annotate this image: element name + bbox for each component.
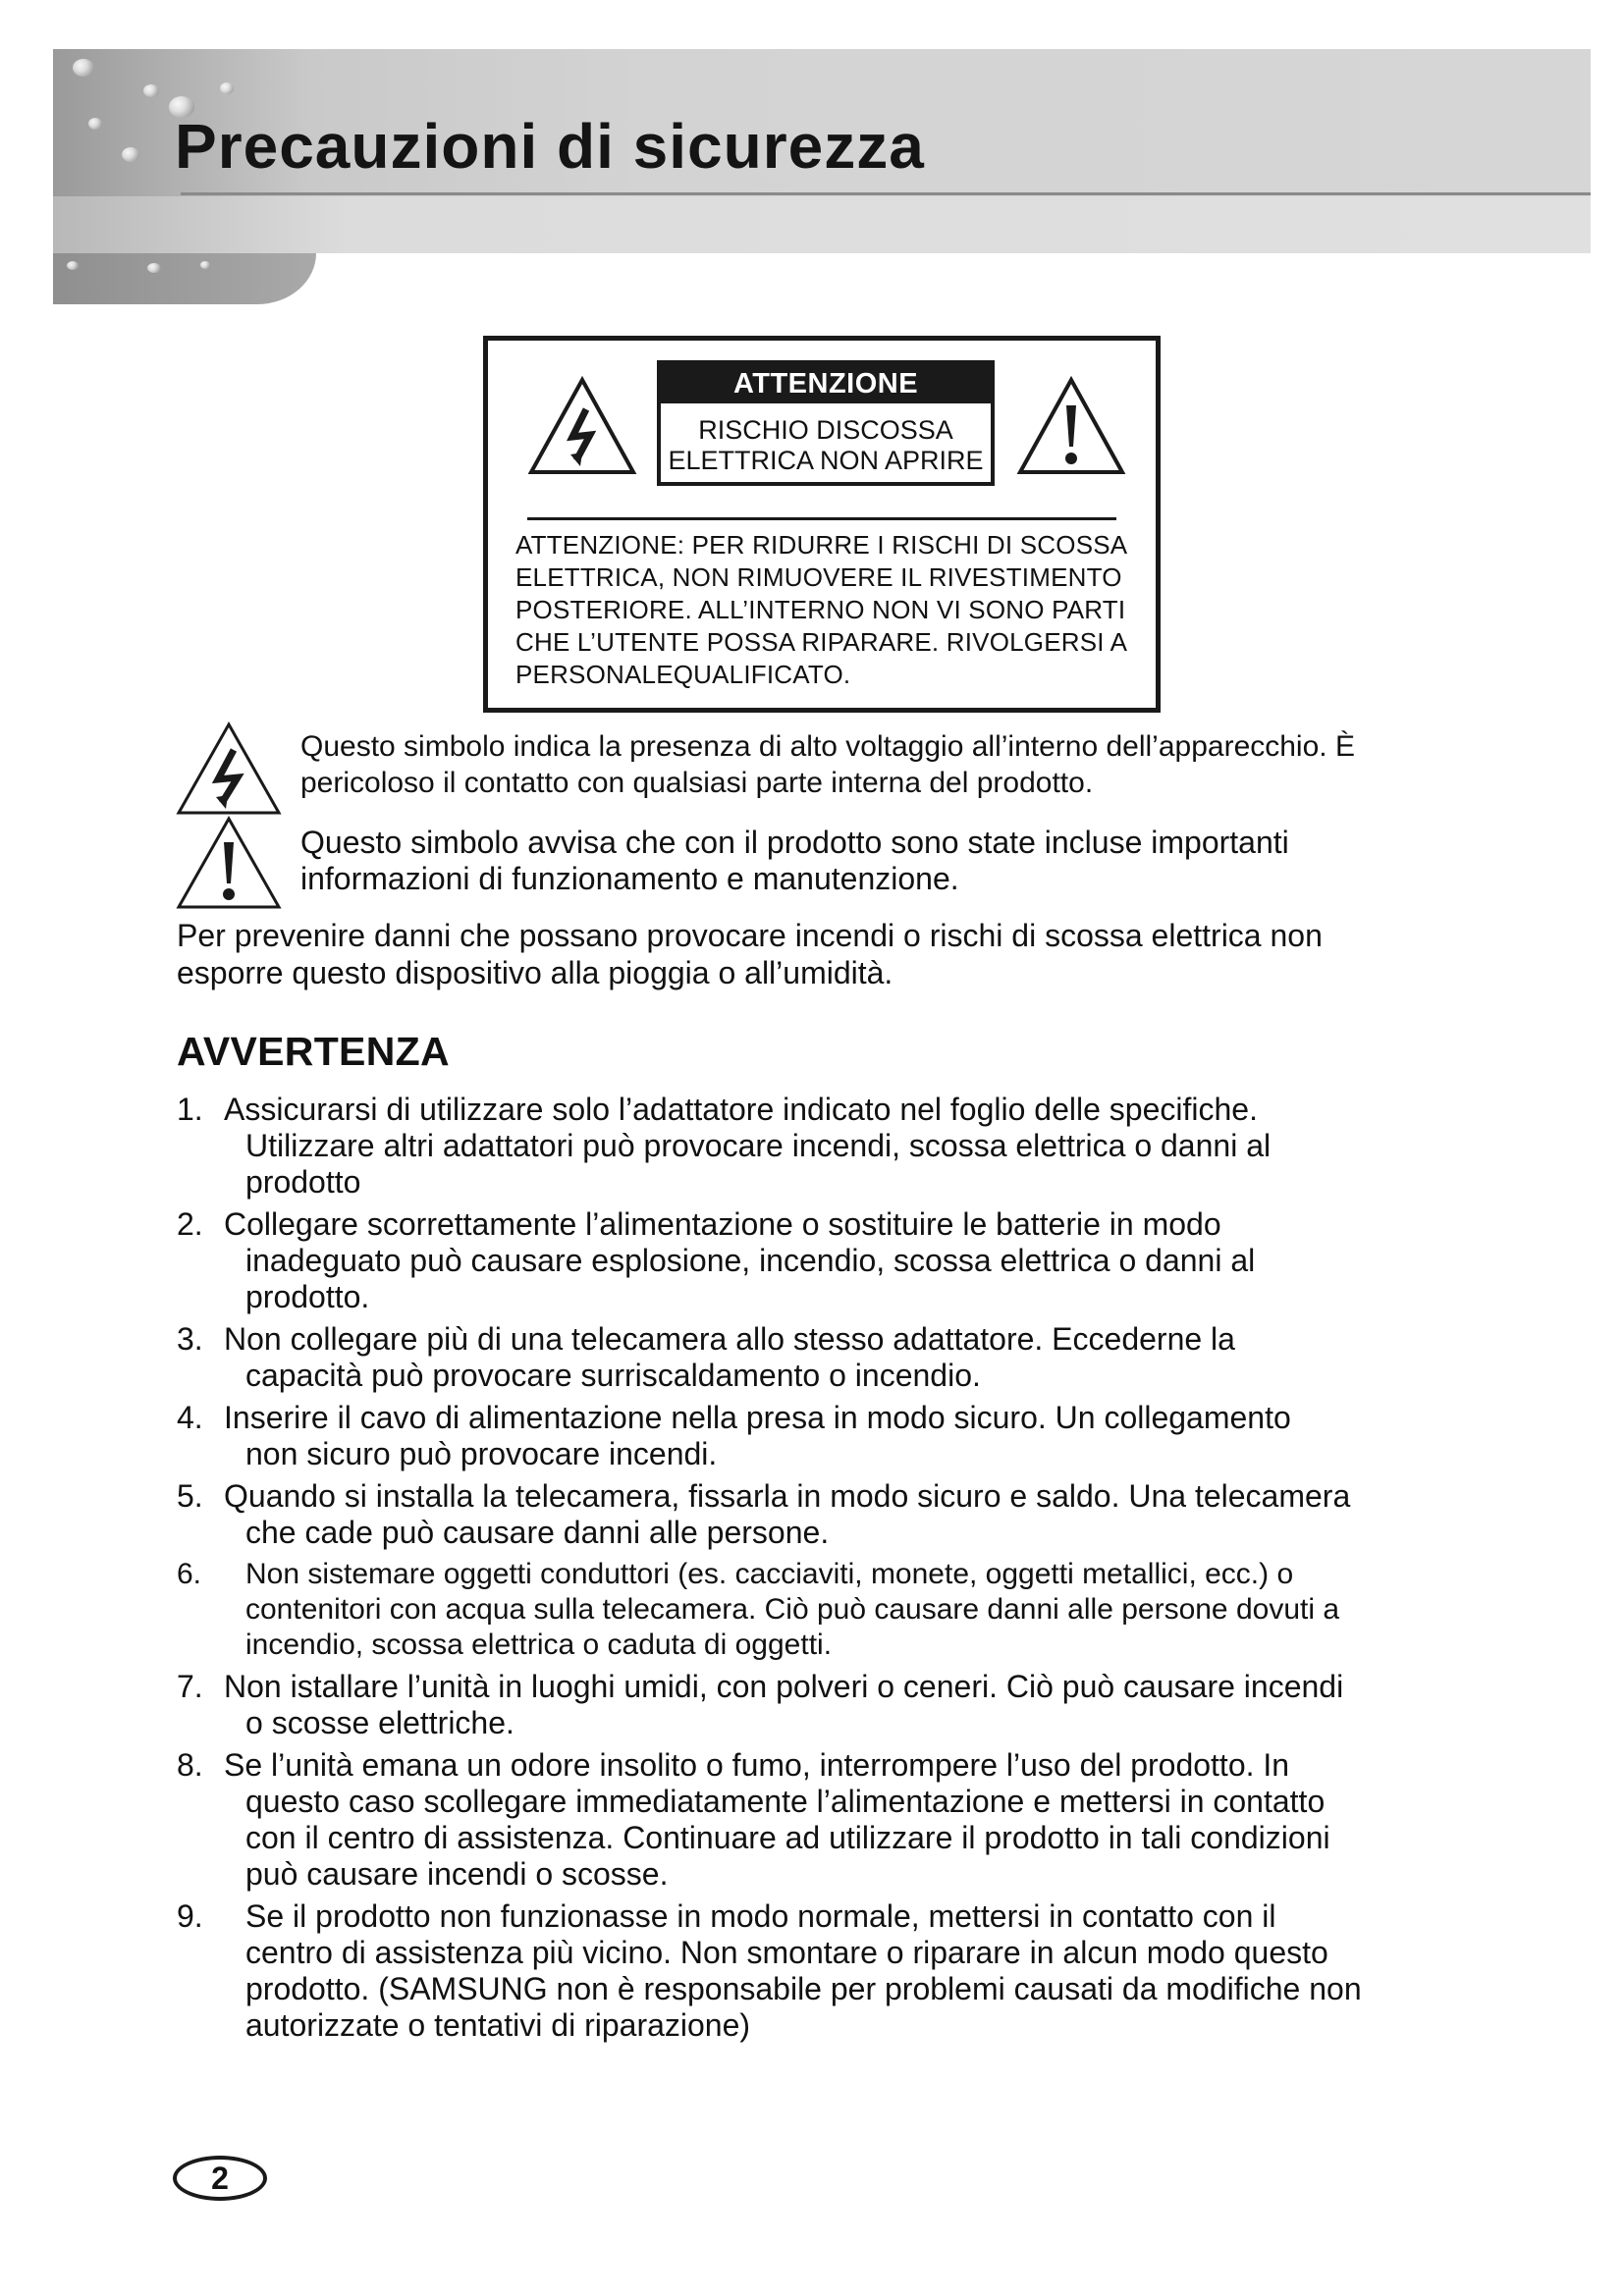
- caution-label-box: [483, 336, 1161, 713]
- page-number: 2: [173, 2156, 267, 2201]
- decorative-drop: [200, 261, 210, 269]
- symbol-explanation-text: [300, 825, 1449, 897]
- list-item-line: non sicuro può provocare incendi.: [245, 1436, 718, 1471]
- list-item: [177, 1898, 1473, 2044]
- decorative-drop: [73, 59, 94, 77]
- caution-text-line: POSTERIORE. ALL’INTERNO NON VI SONO PARTI: [515, 595, 1126, 624]
- list-item-line: con il centro di assistenza. Continuare ad utilizzare il prodotto in tali condizioni: [245, 1820, 1330, 1855]
- list-item: [177, 1669, 1473, 1741]
- decorative-drop: [220, 82, 234, 94]
- symbol-explanation-line: pericoloso il contatto con qualsiasi parte interna del prodotto.: [300, 767, 1094, 799]
- decorative-drop: [88, 118, 102, 130]
- list-item-line: contenitori con acqua sulla telecamera. Ciò può causare danni alle persone dovuti a: [245, 1593, 1340, 1626]
- list-item: [177, 1400, 1473, 1472]
- caution-label-body: [661, 415, 991, 476]
- list-item-line: centro di assistenza più vicino. Non smontare o riparare in alcun modo questo: [245, 1935, 1328, 1970]
- decorative-drop: [143, 84, 159, 97]
- section-heading: AVVERTENZA: [177, 1029, 450, 1074]
- list-item-number: 7.: [177, 1669, 203, 1704]
- list-item-number: 9.: [177, 1898, 203, 1934]
- list-item-line: Non istallare l’unità in luoghi umidi, con polveri o ceneri. Ciò può causare incendi: [224, 1669, 1344, 1704]
- caution-text: [515, 529, 1144, 691]
- list-item-number: 4.: [177, 1400, 203, 1435]
- header-divider: [181, 192, 1591, 195]
- symbol-explanation-line: informazioni di funzionamento e manutenzione.: [300, 861, 959, 896]
- list-item-line: prodotto. (SAMSUNG non è responsabile per problemi causati da modifiche non: [245, 1971, 1362, 2006]
- list-item-number: 6.: [177, 1558, 202, 1590]
- caution-label-line: RISCHIO DISCOSSA: [698, 415, 953, 445]
- paragraph-line: esporre questo dispositivo alla pioggia o all’umidità.: [177, 955, 893, 990]
- caution-divider: [527, 517, 1116, 520]
- list-item-number: 5.: [177, 1478, 203, 1514]
- list-item-number: 1.: [177, 1092, 203, 1127]
- high-voltage-icon: [175, 721, 283, 817]
- list-item-line: prodotto.: [245, 1279, 370, 1314]
- list-item: [177, 1321, 1473, 1394]
- list-item-line: Collegare scorrettamente l’alimentazione o sostituire le batterie in modo: [224, 1206, 1221, 1242]
- list-item-line: autorizzate o tentativi di riparazione): [245, 2007, 751, 2043]
- list-item-line: che cade può causare danni alle persone.: [245, 1515, 830, 1550]
- list-item: [177, 1206, 1473, 1315]
- exclamation-warning-icon: [175, 815, 283, 911]
- list-item-number: 8.: [177, 1747, 203, 1783]
- list-item-line: Inserire il cavo di alimentazione nella presa in modo sicuro. Un collegamento: [224, 1400, 1291, 1435]
- list-item-line: capacità può provocare surriscaldamento o incendio.: [245, 1358, 981, 1393]
- caution-text-line: PERSONALEQUALIFICATO.: [515, 660, 851, 689]
- list-item-line: inadeguato può causare esplosione, incendio, scossa elettrica o danni al: [245, 1243, 1256, 1278]
- caution-text-line: ATTENZIONE: PER RIDURRE I RISCHI DI SCOSSA: [515, 530, 1128, 560]
- list-item: [177, 1557, 1473, 1663]
- warning-list: [177, 1092, 1473, 2050]
- high-voltage-icon: [527, 376, 637, 476]
- list-item-line: Non sistemare oggetti conduttori (es. cacciaviti, monete, oggetti metallici, ecc.) o: [245, 1558, 1294, 1590]
- exclamation-warning-icon: [1016, 376, 1126, 476]
- caution-label: [657, 360, 995, 486]
- list-item-line: questo caso scollegare immediatamente l’alimentazione e mettersi in contatto: [245, 1784, 1326, 1819]
- list-item-line: può causare incendi o scosse.: [245, 1856, 669, 1892]
- list-item-line: Assicurarsi di utilizzare solo l’adattatore indicato nel foglio delle specifiche.: [224, 1092, 1258, 1127]
- list-item: [177, 1478, 1473, 1551]
- decorative-drop: [67, 261, 79, 270]
- list-item-line: Quando si installa la telecamera, fissarla in modo sicuro e saldo. Una telecamera: [224, 1478, 1351, 1514]
- symbol-explanation-line: Questo simbolo avvisa che con il prodotto sono state incluse importanti: [300, 825, 1289, 860]
- list-item-line: Se l’unità emana un odore insolito o fumo, interrompere l’uso del prodotto. In: [224, 1747, 1290, 1783]
- caution-label-heading: ATTENZIONE: [661, 364, 991, 403]
- list-item-line: prodotto: [245, 1164, 361, 1200]
- header-tab: [53, 253, 316, 304]
- intro-paragraph: [177, 917, 1453, 991]
- list-item-number: 2.: [177, 1206, 203, 1242]
- page-header-banner: [53, 49, 1591, 255]
- symbol-explanation-text: [300, 728, 1449, 801]
- page-title: Precauzioni di sicurezza: [175, 111, 925, 182]
- symbol-explanation-line: Questo simbolo indica la presenza di alto voltaggio all’interno dell’apparecchio. È: [300, 730, 1355, 763]
- list-item: [177, 1092, 1473, 1201]
- paragraph-line: Per prevenire danni che possano provocare incendi o rischi di scossa elettrica non: [177, 918, 1323, 953]
- decorative-drop: [122, 147, 139, 162]
- caution-label-line: ELETTRICA NON APRIRE: [668, 446, 984, 475]
- list-item-line: Non collegare più di una telecamera allo stesso adattatore. Eccederne la: [224, 1321, 1235, 1357]
- decorative-drop: [147, 263, 161, 273]
- list-item: [177, 1747, 1473, 1893]
- list-item-line: Utilizzare altri adattatori può provocare incendi, scossa elettrica o danni al: [245, 1128, 1272, 1163]
- list-item-line: incendio, scossa elettrica o caduta di oggetti.: [245, 1629, 833, 1661]
- list-item-number: 3.: [177, 1321, 203, 1357]
- caution-text-line: ELETTRICA, NON RIMUOVERE IL RIVESTIMENTO: [515, 562, 1122, 592]
- list-item-line: Se il prodotto non funzionasse in modo normale, mettersi in contatto con il: [245, 1898, 1276, 1934]
- list-item-line: o scosse elettriche.: [245, 1705, 514, 1740]
- caution-text-line: CHE L’UTENTE POSSA RIPARARE. RIVOLGERSI A: [515, 627, 1128, 657]
- header-band-bottom: [53, 196, 1591, 253]
